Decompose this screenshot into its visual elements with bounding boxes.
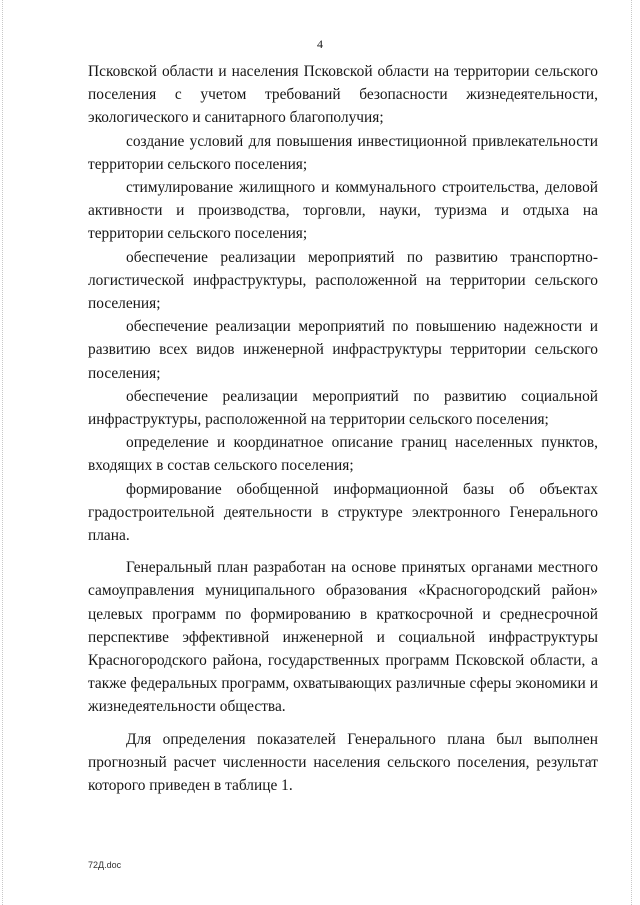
paragraph: определение и координатное описание границ населенных пунктов, входящих в состав сельского поселения; — [88, 434, 598, 475]
paragraph: Псковской области и населения Псковской области на территории сельского поселения с учетом требований безопасности жизнедеятельности, экологического и санитарного благополучия; — [88, 63, 598, 127]
paragraph: обеспечение реализации мероприятий по развитию транспортно-логистической инфраструктуры, расположенной на территории сельского поселения; — [88, 248, 598, 313]
paragraph: Для определения показателей Генерального плана был выполнен прогнозный расчет численности населения сельского поселения, результат которого приведен в таблице 1. — [88, 730, 598, 795]
page-number: 4 — [317, 37, 323, 51]
footer-filename: 72Д.doc — [88, 860, 122, 870]
paragraph: обеспечение реализации мероприятий по развитию социальной инфраструктуры, расположенной на территории сельского поселения; — [88, 387, 598, 429]
scan-edge-right — [631, 0, 634, 905]
paragraph: создание условий для повышения инвестиционной привлекательности территории сельского поселения; — [88, 132, 598, 173]
paragraph: Генеральный план разработан на основе принятых органами местного самоуправления муниципального образования «Красногородский район» целевых программ по формированию в краткосрочной и среднесрочной перспективе эффективной инженерной и социальной инфраструктуры Красногородского района, государственных программ Псковской области, а также федеральных программ, охватывающих различные сферы экономики и жизнедеятельности общества. — [88, 559, 598, 716]
paragraph: обеспечение реализации мероприятий по повышению надежности и развитию всех видов инженерной инфраструктуры территории сельского поселения; — [88, 318, 598, 382]
paragraph: формирование обобщенной информационной базы об объектах градостроительной деятельности в структуре электронного Генерального плана. — [88, 480, 598, 545]
scan-edge-left — [2, 0, 5, 905]
paragraph: стимулирование жилищного и коммунального строительства, деловой активности и производства, торговли, науки, туризма и отдыха на территории сельского поселения; — [88, 179, 598, 243]
body-text — [88, 60, 598, 797]
